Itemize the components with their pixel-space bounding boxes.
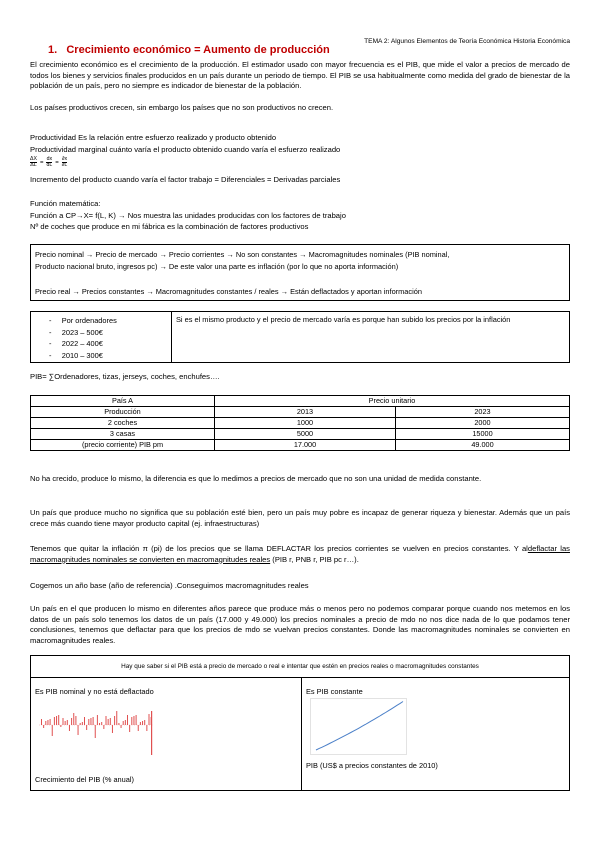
- table-cell: 3 casas: [31, 429, 215, 440]
- chart-bar: [82, 722, 83, 725]
- productividad-marginal-definition: Productividad marginal cuánto varía el producto obtenido cuando varía el esfuerzo realizado: [30, 145, 341, 154]
- formula-fraction-2: $\frac{dx}{dL}$: [46, 156, 53, 168]
- table-cell: Precio unitario: [215, 396, 570, 407]
- section-number: 1.: [48, 44, 58, 56]
- chart-bar: [71, 718, 72, 725]
- list-item: - 2022 – 400€: [49, 339, 103, 348]
- pib-constant-chart-thumbnail: [310, 698, 408, 756]
- chart-bar: [103, 725, 104, 729]
- section-title-text: Crecimiento económico = Aumento de producción: [66, 44, 330, 56]
- chart-bar: [144, 720, 145, 725]
- chart-bar: [93, 717, 94, 725]
- chart-bar: [41, 719, 42, 725]
- chart-bar: [140, 722, 141, 725]
- formula-fraction-3: $\frac{\partial x}{\partial L}$: [61, 156, 68, 168]
- chart-bar: [110, 718, 111, 725]
- chart-bar: [146, 725, 147, 731]
- table-row: [31, 440, 570, 451]
- chart-bar: [151, 711, 152, 755]
- chart-bar: [133, 716, 134, 725]
- chart-bar: [52, 725, 53, 736]
- chart-bar: [129, 725, 130, 732]
- intro-paragraph: El crecimiento económico es el crecimiento de la producción. El estimador usado con mayor frecuencia es el PIB, que mide el valor a precios de mercado de todos los bienes y servicios finales producidos en un país durante un periodo de tiempo. El PIB se usa habitualmente como medida del grado de bienestar de la población de un país, pero no siempre es indicador de bienestar de la población.: [30, 60, 570, 91]
- table-cell: 2000: [396, 418, 570, 429]
- list-item: - 2010 – 300€: [49, 350, 103, 360]
- table-cell: 49.000: [396, 440, 570, 451]
- chart-bar: [47, 720, 48, 725]
- pais-produce-paragraph: Un país que produce mucho no significa que su población esté bien, pero un país muy pobre es incapaz de generar riqueza y bienestar. Además que un país crece más cuando tiene mayor producto capital (ej. infraestructuras): [30, 508, 570, 528]
- incremento-line: Incremento del producto cuando varía el factor trabajo = Diferenciales = Derivadas parciales: [30, 175, 341, 184]
- price-nominal-line-2: Producto nacional bruto, ingresos pc) → De este valor una parte es inflación (por lo que no aporta información): [35, 262, 399, 271]
- chart-bar: [58, 715, 59, 725]
- chart-bar: [67, 720, 68, 725]
- price-types-box: [30, 244, 570, 301]
- no-ha-crecido-paragraph: No ha crecido, produce lo mismo, la diferencia es que lo medimos a precios de mercado que no son una unidad de medida constante.: [30, 474, 482, 483]
- funcion-title: Función matemática:: [30, 199, 101, 208]
- table-cell: País A: [31, 396, 215, 407]
- chart-bar: [80, 723, 81, 725]
- table-cell: 5000: [215, 429, 396, 440]
- chart-bar: [138, 725, 139, 731]
- chart-bar: [88, 719, 89, 725]
- chart-bars: [41, 711, 152, 755]
- price-table: [30, 395, 570, 451]
- ano-base-line: Cogemos un año base (año de referencia) .Conseguimos macromagnitudes reales: [30, 581, 309, 590]
- table-cell: Producción: [31, 407, 215, 418]
- chart-bar: [73, 713, 74, 725]
- table-row: [31, 407, 570, 418]
- list-item: - Por ordenadores: [49, 316, 117, 325]
- table-row: [31, 429, 570, 440]
- constant-title: Es PIB constante: [306, 687, 363, 696]
- chart-bar: [63, 718, 64, 725]
- table-cell: 17.000: [215, 440, 396, 451]
- funcion-line: Función a CP→X= f(L, K) → Nos muestra las unidades producidas con los factores de trabajo: [30, 211, 346, 220]
- inflacion-paragraph: Tenemos que quitar la inflación π (pi) de los precios que se llama DEFLACTAR los precios corrientes se vuelven en precios constantes. Y aldeflactar las macromagnitudes nominales se convierten en macromagnitudes reales (PIB r, PNB r, PIB pc r…).: [30, 544, 570, 564]
- chart-bar: [114, 716, 115, 725]
- chart-bar: [95, 725, 96, 738]
- box-divider: [171, 312, 172, 362]
- ordenadores-box: [30, 311, 570, 363]
- price-nominal-line-1: Precio nominal → Precio de mercado → Precio corrientes → No son constantes → Macromagnitudes nominales (PIB nominal,: [35, 250, 450, 259]
- chart-bar: [50, 719, 51, 725]
- ordenadores-list: [49, 315, 117, 361]
- chart-bar: [99, 723, 100, 725]
- inflation-note: Si es el mismo producto y el precio de mercado varía es porque han subido los precios por la inflación: [176, 315, 511, 324]
- chart-bar: [84, 717, 85, 725]
- nominal-title: Es PIB nominal y no está deflactado: [35, 687, 154, 696]
- formula: $\frac{\Delta X}{\Delta L}$ = $\frac{dx}{dL}$ = $\frac{\partial x}{\partial L}$: [30, 156, 68, 168]
- chart-bar: [97, 715, 98, 725]
- chart-bar: [116, 711, 117, 725]
- table-cell: 2013: [215, 407, 396, 418]
- constant-caption: PIB (US$ a precios constantes de 2010): [306, 761, 438, 770]
- pib-growth-chart-thumbnail: [39, 701, 159, 757]
- nominal-caption: Crecimiento del PIB (% anual): [35, 775, 134, 784]
- chart-bar: [56, 716, 57, 725]
- formula-fraction-1: $\frac{\Delta X}{\Delta L}$: [30, 156, 37, 168]
- chart-bar: [121, 725, 122, 728]
- chart-bar: [131, 717, 132, 725]
- comparar-paragraph: Un país en el que producen lo mismo en diferentes años parece que produce más o menos pero no podemos comparar porque cuando nos metemos en los datos de un país solo tenemos los datos de un país (17.000 y 49.000) los precios nominales a precio de mdo no nos dice nada de lo que podamos tener conclusiones, tenemos que deflactar para que los precios de mdo se vuelvan precios constantes. Donde las macromagnitudes nominales se convierten en macromagnitudes reales.: [30, 604, 570, 645]
- price-real-line: Precio real → Precios constantes → Macromagnitudes constantes / reales → Están deflactados y aportan información: [35, 287, 422, 296]
- pib-sum: PIB= ∑Ordenadores, tizas, jerseys, coches, enchufes….: [30, 372, 220, 381]
- table-cell: 15000: [396, 429, 570, 440]
- coches-line: Nº de coches que produce en mi fábrica es la combinación de factores productivos: [30, 222, 309, 231]
- chart-bar: [43, 725, 44, 728]
- chart-bar: [101, 722, 102, 725]
- chart-bar: [118, 723, 119, 725]
- chart-bar: [60, 725, 61, 727]
- list-item: - 2023 – 500€: [49, 327, 103, 337]
- box-divider: [301, 677, 302, 790]
- chart-bar: [78, 725, 79, 735]
- pib-comparison-box: [30, 655, 570, 791]
- chart-bar: [90, 718, 91, 725]
- chart-bar: [69, 725, 70, 731]
- chart-bar: [136, 715, 137, 725]
- intro-paragraph-2: Los países productivos crecen, sin embargo los países que no son productivos no crecen.: [30, 103, 334, 112]
- table-cell: 1000: [215, 418, 396, 429]
- section-title: [48, 44, 330, 56]
- document-header: TEMA 2: Algunos Elementos de Teoría Económica Historia Económica: [364, 38, 570, 45]
- chart-bar: [149, 714, 150, 725]
- chart-bar: [127, 715, 128, 725]
- chart-bar: [86, 725, 87, 730]
- chart-bar: [65, 721, 66, 725]
- chart-bar: [54, 717, 55, 725]
- chart-bar: [106, 716, 107, 725]
- table-row: [31, 396, 570, 407]
- chart-bar: [108, 719, 109, 725]
- chart-bar: [45, 721, 46, 725]
- chart-bar: [75, 716, 76, 725]
- chart-bar: [112, 725, 113, 733]
- table-cell: 2023: [396, 407, 570, 418]
- table-cell: 2 coches: [31, 418, 215, 429]
- chart-bar: [142, 721, 143, 725]
- table-row: [31, 418, 570, 429]
- productividad-definition: Productividad Es la relación entre esfuerzo realizado y producto obtenido: [30, 133, 277, 142]
- pib-box-header: Hay que saber si el PIB está a precio de mercado o real e intentar que estén en precios reales o macromagnitudes constantes: [31, 656, 569, 678]
- chart-bar: [125, 720, 126, 725]
- table-cell: (precio corriente) PIB pm: [31, 440, 215, 451]
- chart-bar: [123, 721, 124, 725]
